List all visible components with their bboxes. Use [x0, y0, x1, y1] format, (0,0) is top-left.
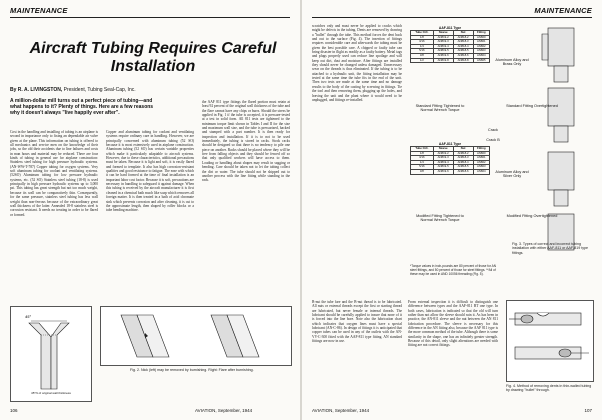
article-title: Aircraft Tubing Requires Careful Installation [29, 40, 277, 75]
table-row: 3/8 AN819-6 AN818-6 AN804 [411, 169, 490, 174]
table-row: 3/16 AN819-3 AN818-3 AN801 [411, 156, 490, 161]
table-1-header: Tube O.D. [411, 31, 434, 36]
fitting-drawings [534, 24, 594, 254]
fittings-table-2: AAF-811 Type Tube O.D. Sleeve Nut Fitting 1/8 AN819-2 AN818-2 AN800 3/16 AN819-3 AN818-3 AN801 1/4 AN819-4 AN818-4 AN802 5/16 AN819-5 AN818-5 AN803 3/8 AN819-6 AN818-6 AN804 [410, 142, 490, 175]
figure-2-caption: Fig. 2. Nick (left) may be removed by burnishing. Right: Flare after burnishing. [130, 368, 254, 372]
table-row: 3/16 AN819-3 AN818-3 AN801 [411, 40, 490, 45]
folio-left-page: 106 [10, 408, 18, 413]
figure-1-note: 45°N of original wall thickness [31, 391, 71, 395]
figure-4-caption: Fig. 4. Method of removing dents in thin-walled tubing by drawing "bullet" through. [506, 384, 592, 393]
folio-right-page: 107 [584, 408, 592, 413]
flare-diagram [11, 307, 91, 401]
section-label-right: MAINTENANCE [534, 6, 592, 15]
table-1-header: Nut [453, 31, 473, 36]
table-footnote: *Torque values in inch-pounds are 80 percent of those for AN steel fittings, and 50 percent of those for steel fittings. **All of these may be used in AND 10056 threading (Fig. 5). [410, 264, 497, 276]
folio-left-mag: AVIATION, September, 1944 [195, 408, 253, 413]
table-1-title: AAF-811 Type [438, 26, 462, 30]
label-standard-over: Standard Fitting Overtightened [506, 104, 558, 108]
table-row: 3/8 AN819-6 AN818-6 AN804 [411, 53, 490, 58]
label-standard-tight: Standard Fitting Tightened to Normal Wrench Torque [415, 104, 465, 113]
label-crack-b: Crack B [486, 138, 500, 142]
table-1-header: Fitting [473, 31, 489, 36]
figure-1-box [10, 306, 92, 402]
section-label-left: MAINTENANCE [10, 6, 68, 15]
table-row: 1/2 AN819-8 AN818-8 AN805 [411, 58, 490, 63]
label-modified-over: Modified Fitting Overtightened [506, 214, 558, 218]
right-page [302, 0, 602, 420]
column-3: the AAF 811 type fittings the flared portion must retain at least 92 percent of the original wall thickness of the tube and the flare cannot have any chips or burrs. Should the stress be applied in Fig. 1 if the tube is accepted, it is pressure-tested at a test in solid form. All 811 tests are tightened to the minimum torque limit shown in Tables I and II for the size and maximum wall size, and the tube is pressurized, backed and stamped with a part number. It is then ready for inspection and installation. If it is to not to be used immediately, the tubing is stored in racks. Stock racks should be designed so that there is no tendency to pile one piece on another. Racks should be placed where they will be free from falling objects and they should be fenced off so that only qualified workers will have access to them. Loading or handling about shapes may result in sagging or bending. Care should be taken not to let the tubing collect the dirt or water. The tube should not be shipped out to another process with the line fitting while standing in the rack. [202, 100, 290, 183]
label-aluminum-silver: Aluminum Alloy and Silver Only [495, 170, 529, 179]
column-1: Cost in the handling and installing of tubing is an airplane is second in importance only to fixing an dependable air valve given at the plane. This information on tubing is offered to all mechanics and service men on the knowledge of their jobs, so the old their accidents due to line failures and costs in man hours and material may be reduced. There are four kinds of tubing in general use for airplane construction: Stainless steel tubing for high pressure hydraulic systems. (AN-WW-T-787) Copper tubing for oxygen systems. Very soft aluminum tubing for coolant and ventilating systems. (52SO) Aluminum tubing for low pressure hydraulic systems, etc. (52 SO) Stainless steel tubing (18-8) is used principally in high pressure hydraulic systems up to 3,000 psi. This tubing has great strength but not too much weight, because its wall can be comparatively thin. Consequently, for the same pressure, stainless steel tubing has less wall weight than non-ferrous because of the extraordinary great wall thickness of the latter. Annealed 18-8 stainless steel is corrosion resistant. It needs no treating in order to be flared or formed. [10, 130, 98, 217]
table-row: 1/8 AN819-2 AN818-2 AN800 [411, 151, 490, 156]
nick-diagram [101, 307, 291, 365]
table-2-title: AAF-811 Type [438, 142, 462, 146]
table-row: 1/8 AN819-2 AN818-2 AN800 [411, 35, 490, 40]
byline-author: By R. A. LIVINGSTON, [10, 87, 63, 93]
table-1-header: Sleeve [433, 31, 453, 36]
byline [10, 87, 136, 93]
header-rule-right [312, 17, 592, 18]
column-2: Copper and aluminum tubing for coolant and ventilating systems require ordinary care in handling. However, we are principally concerned with aluminum tubing (52 SO) because it is most extensively used in airplane construction. Aluminum tubing (52 SO) has certain variable properties which make it particularly adaptable to aircraft systems. However, due to these characteristics, additional precautions must be taken. Because it is light and soft, it is easily flared and formed to template. It also has high corrosion-resistant qualities and good resistance to fatigue. The ease with which it can be hard formed at the time of final installation is an important labor cost factor. Because it is soft, precautions are necessary in handling to safeguard it against damage. When this tubing is received by the aircraft manufacturer it is first cleaned in a chemical bath much like soap which removes all foreign matter. It is then treated in a bath of acid chromate sink which prevents corrosion and after cleaning, it is cut to the approximate length, then shaped by roller blocks or a tube bending machine. [106, 130, 194, 213]
column-5: B-nut the tube fare and the B-nut thread is to be lubricated. All nuts or external threads except the first or starting thread are lubricated, but never female or internal threads. The lubricant should be carefully applied to insure that none of it is forced into the line bore. Note also the lubrication chart which indicates that oxygen lines must have a special lubricant (AN-C-86). In design of fittings it is anticipated that copper tubes can be used in any of the outlets with the AN-VV-C-300 fitted with the AAF-811 type fitting. AN standard fittings are now in use. [312, 300, 402, 344]
byline-role: President, Tubing Seal-Cap, Inc. [63, 87, 136, 93]
label-crack-a: Crack [488, 128, 498, 132]
column-6: From external inspection it is difficult to distinguish one difference between types and the AAF-811 BT one type. In both cases, lubrication is indicated so that the old will turn rather than not allow the sleeve should ruin it. As has been in practice, the AN-811 sleeve and the nut between the AN 811 fabrication procedure. The sleeve is necessary for this difference in the AN fitting also, because the AAF 811 type is the more common method of the tube. Although there is some similarity in the shape, one has an infinitely greater strength. Because of this detail, only slight alterations are needed with fitting are not correct fittings. [408, 300, 498, 348]
header-rule-left [10, 17, 290, 18]
table-row: 1/4 AN819-4 AN818-4 AN802 [411, 160, 490, 165]
table-row: 1/4 AN819-4 AN818-4 AN802 [411, 44, 490, 49]
left-page [0, 0, 300, 420]
fittings-table-1 [410, 26, 490, 63]
column-4: scratches only and must never be applied to cracks which might be defects in the tubing. Dents are removed by drawing a "bullet" through the tube. This method forces the dent back and out to the surface (Fig. 4). The insertion of fittings requires considerable care and afterwards the tubing must be given the best possible care. A chipped or faulty tube can bring disaster in flight as readily as a faulty battery. Metal tags and plugs properly used can reduce line spoilage and will keep out dirt, dust and moisture. After fittings are installed they should never be changed unless damaged. Unnecessary wear on the threads is thus eliminated. If the tubing is to be attached to a hydraulic unit, the fitting installation may be tested at the same time the tube fits in the end of the unit. Then two tests are made at the same time and no damage results to the body of the casting by screwing in fittings. Tie the tool and then removing them, plugging up the holes, and leaving the unit and the plant where it would need to be unplugged, and fittings re-installed. [312, 24, 402, 102]
svg-text:45°: 45° [25, 314, 32, 319]
table-row: 5/16 AN819-5 AN818-5 AN803 [411, 165, 490, 170]
figure-2-box [100, 306, 292, 366]
bullet-diagram [507, 301, 593, 381]
figure-3-caption: Fig. 3. Types of correct and incorrect tubing installation with either AAF-811 or AAF-819 type fittings. [512, 242, 589, 255]
label-aluminum-brass: Aluminum Alloy and Brass Only [495, 58, 529, 67]
label-modified-tight: Modified Fitting Tightened to Normal Wrench Torque [416, 214, 464, 223]
table-row: 5/16 AN819-5 AN818-5 AN803 [411, 49, 490, 54]
figure-4-box [506, 300, 594, 382]
folio-right-mag: AVIATION, September, 1944 [312, 408, 370, 413]
article-deck: A million-dollar mill turns out a perfect piece of tubing—and what happens to it? Plenty of things. Here are a few reasons why it doesn't always "live happily ever after". [10, 98, 154, 116]
